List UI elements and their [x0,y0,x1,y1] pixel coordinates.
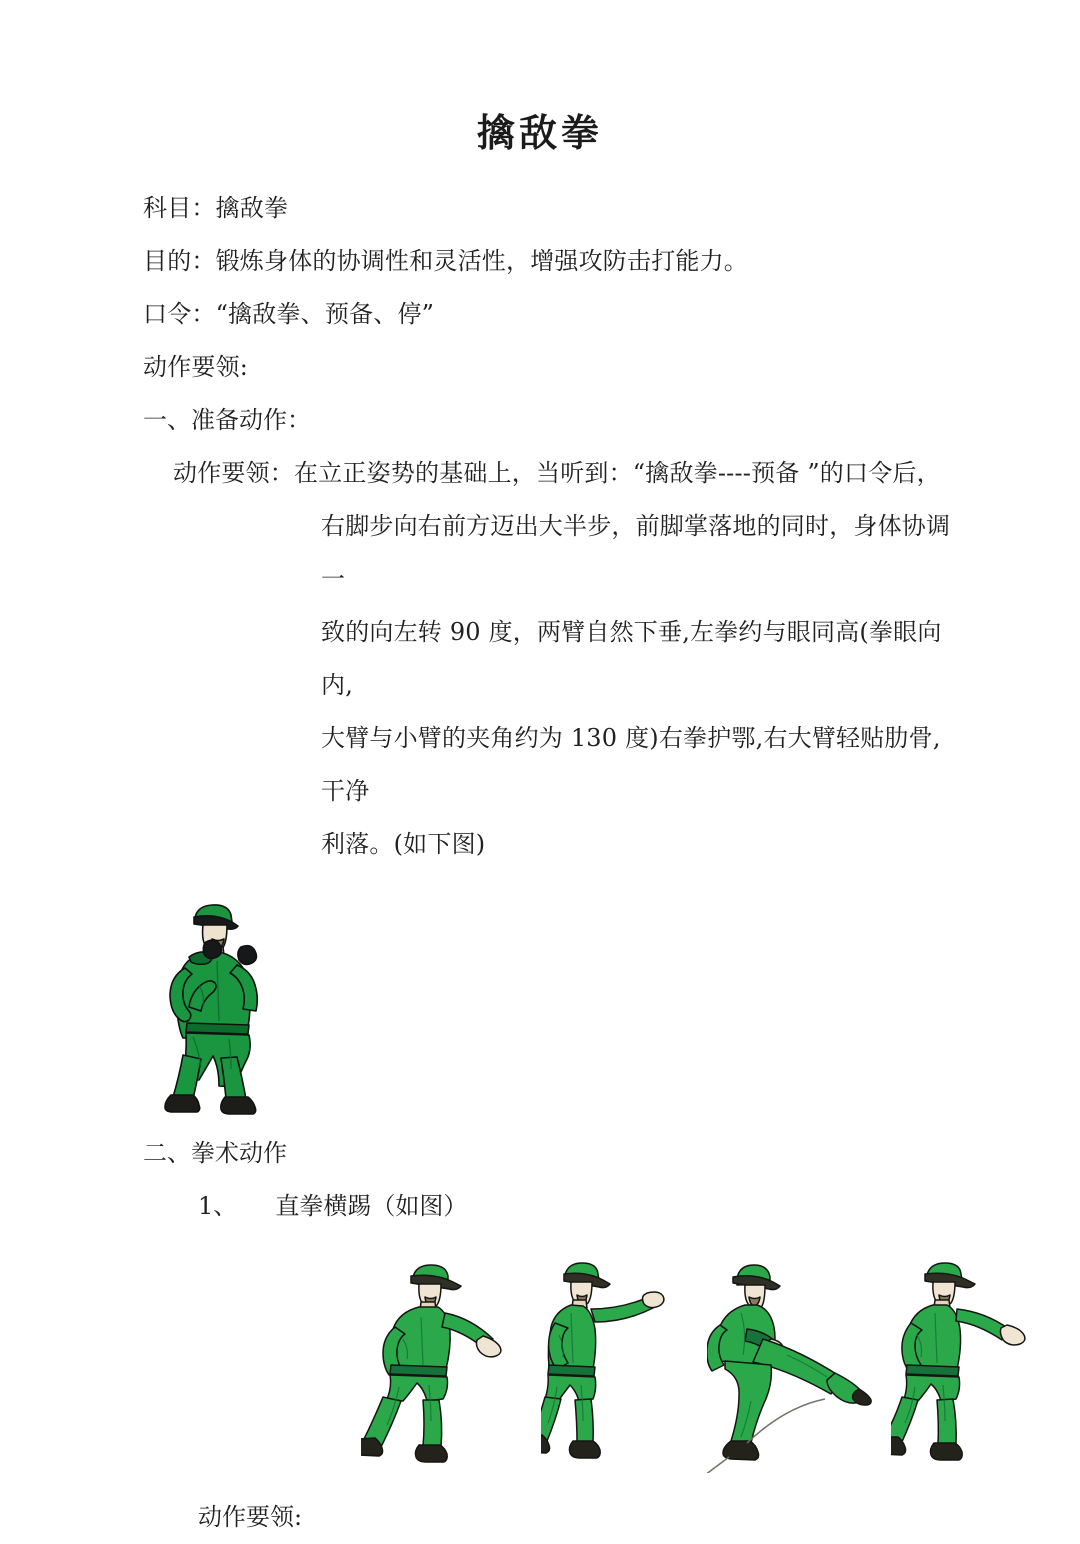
soldier-pose-punch-recover-illustration [891,1255,1066,1473]
soldier-pose-side-kick-illustration [707,1251,887,1473]
figure-preparation [149,895,960,1127]
section-two-heading: 二、拳术动作 [143,1138,287,1167]
paragraph-line: 右脚步向右前方迈出大半步，前脚掌落地的同时，身体协调一 [321,511,951,593]
paragraph-line-lead: 动作要领：在立正姿势的基础上，当听到：“擒敌拳----预备 ”的口令后， [173,458,941,487]
line-command: 口令：“擒敌拳、预备、停” [143,299,435,328]
paragraph-line: 致的向左转 90 度，两臂自然下垂,左拳约与眼同高(拳眼向内, [321,617,942,699]
section-two-item-1: 1、 直拳横踢（如图） [198,1191,468,1220]
soldier-pose-punch-narrow-illustration [541,1255,701,1473]
paragraph-line: 大臂与小臂的夹角约为 130 度)右拳护鄂,右大臂轻贴肋骨,干净 [321,723,941,805]
section-one-heading: 一、准备动作： [143,405,311,434]
section-one-paragraph [173,447,960,871]
line-subject: 科目：擒敌拳 [143,193,289,222]
paragraph-line: 利落。(如下图) [321,829,486,858]
section-two-essentials-label: 动作要领: [198,1502,303,1531]
document-body [0,182,1080,1544]
line-essentials-label: 动作要领: [143,352,249,381]
soldier-preparation-illustration [159,895,289,1123]
soldier-pose-punch-wide-illustration [361,1257,536,1472]
line-purpose: 目的：锻炼身体的协调性和灵活性，增强攻防击打能力。 [143,246,748,275]
figure-sequence [213,1249,960,1479]
page-title: 擒敌拳 [476,110,603,155]
